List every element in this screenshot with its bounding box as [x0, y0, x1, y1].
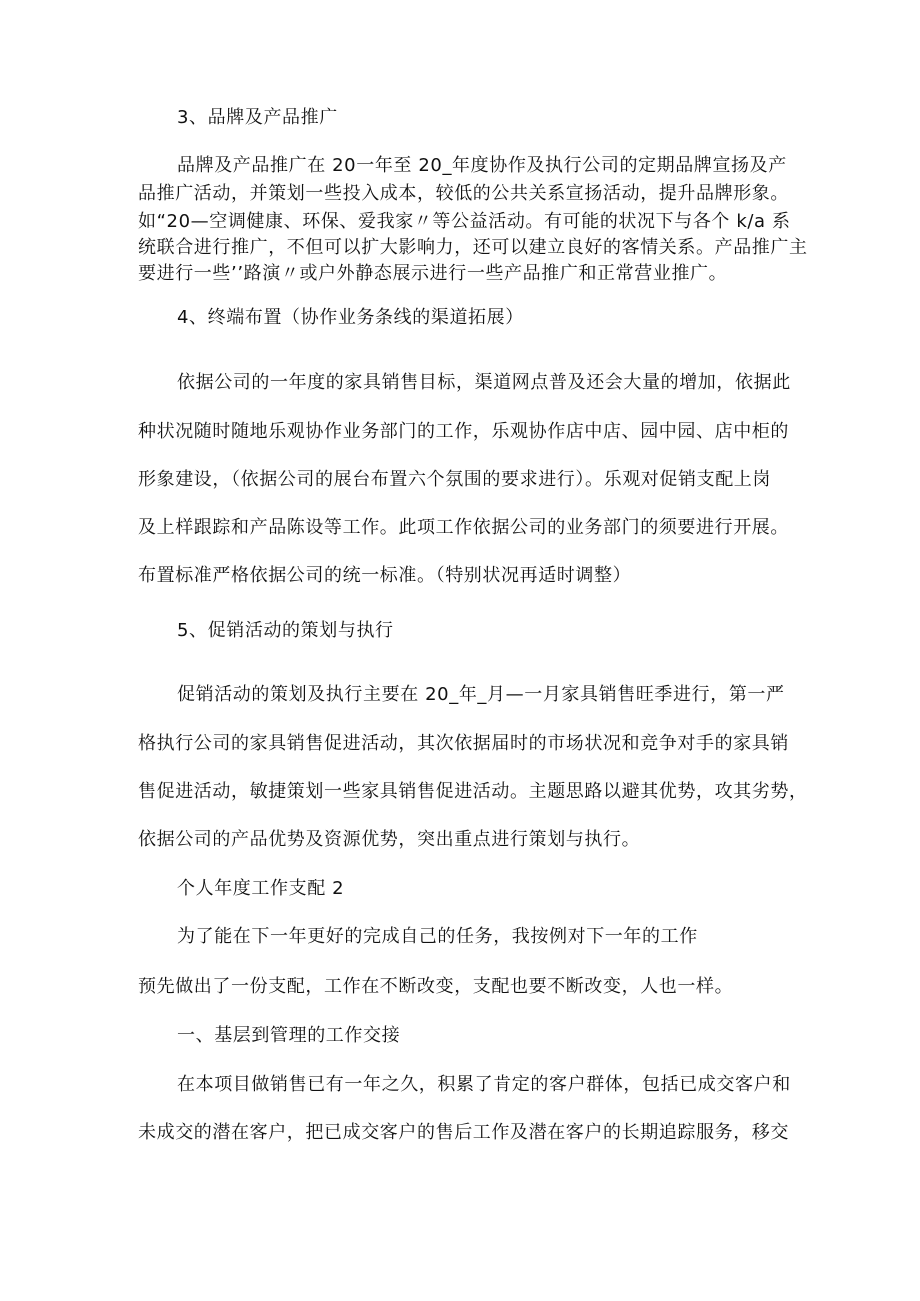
paragraph-line: 品牌及产品推广在 20一年至 20_年度协作及执行公司的定期品牌宣扬及产 [177, 155, 787, 176]
paragraph-line: 品推广活动，并策划一些投入成本，较低的公共关系宣扬活动，提升品牌形象。 [138, 183, 789, 204]
paragraph-line: 要进行一些’’路演〃或户外静态展示进行一些产品推广和正常营业推广。 [138, 263, 728, 284]
paragraph-line: 未成交的潜在客户，把已成交客户的售后工作及潜在客户的长期追踪服务，移交 [138, 1122, 789, 1143]
paragraph-line: 依据公司的产品优势及资源优势，突出重点进行策划与执行。 [138, 829, 641, 850]
section-title-plan-2: 个人年度工作支配 2 [177, 878, 345, 899]
heading-brand-promotion: 3、品牌及产品推广 [177, 107, 338, 128]
paragraph-line: 预先做出了一份支配，工作在不断改变，支配也要不断改变，人也一样。 [138, 976, 734, 997]
paragraph-line: 形象建设，（依据公司的展台布置六个氛围的要求进行）。乐观对促销支配上岗 [138, 469, 771, 490]
paragraph-line: 布置标准严格依据公司的统一标准。（特别状况再适时调整） [138, 565, 632, 586]
paragraph-line: 依据公司的一年度的家具销售目标，渠道网点普及还会大量的增加，依据此 [177, 372, 791, 393]
paragraph-line: 格执行公司的家具销售促进活动，其次依据届时的市场状况和竞争对手的家具销 [138, 733, 789, 754]
paragraph-line: 如“20—空调健康、环保、爱我家〃等公益活动。有可能的状况下与各个 k/a 系 [138, 211, 791, 232]
paragraph-line: 种状况随时随地乐观协作业务部门的工作，乐观协作店中店、园中园、店中柜的 [138, 421, 789, 442]
paragraph-line: 及上样跟踪和产品陈设等工作。此项工作依据公司的业务部门的须要进行开展。 [138, 517, 789, 538]
paragraph-line: 促销活动的策划及执行主要在 20_年_月—一月家具销售旺季进行，第一严 [177, 684, 785, 705]
paragraph-line: 在本项目做销售已有一年之久，积累了肯定的客户群体，包括已成交客户和 [177, 1074, 791, 1095]
heading-promotion-planning: 5、促销活动的策划与执行 [177, 620, 394, 641]
paragraph-line: 售促进活动，敏捷策划一些家具销售促进活动。主题思路以避其优势，攻其劣势， [138, 781, 808, 802]
heading-handover: 一、基层到管理的工作交接 [177, 1025, 401, 1046]
heading-terminal-layout: 4、终端布置（协作业务条线的渠道拓展） [177, 307, 524, 328]
paragraph-line: 为了能在下一年更好的完成自己的任务，我按例对下一年的工作 [177, 926, 698, 947]
paragraph-line: 统联合进行推广，不但可以扩大影响力，还可以建立良好的客情关系。产品推广主 [138, 237, 808, 258]
